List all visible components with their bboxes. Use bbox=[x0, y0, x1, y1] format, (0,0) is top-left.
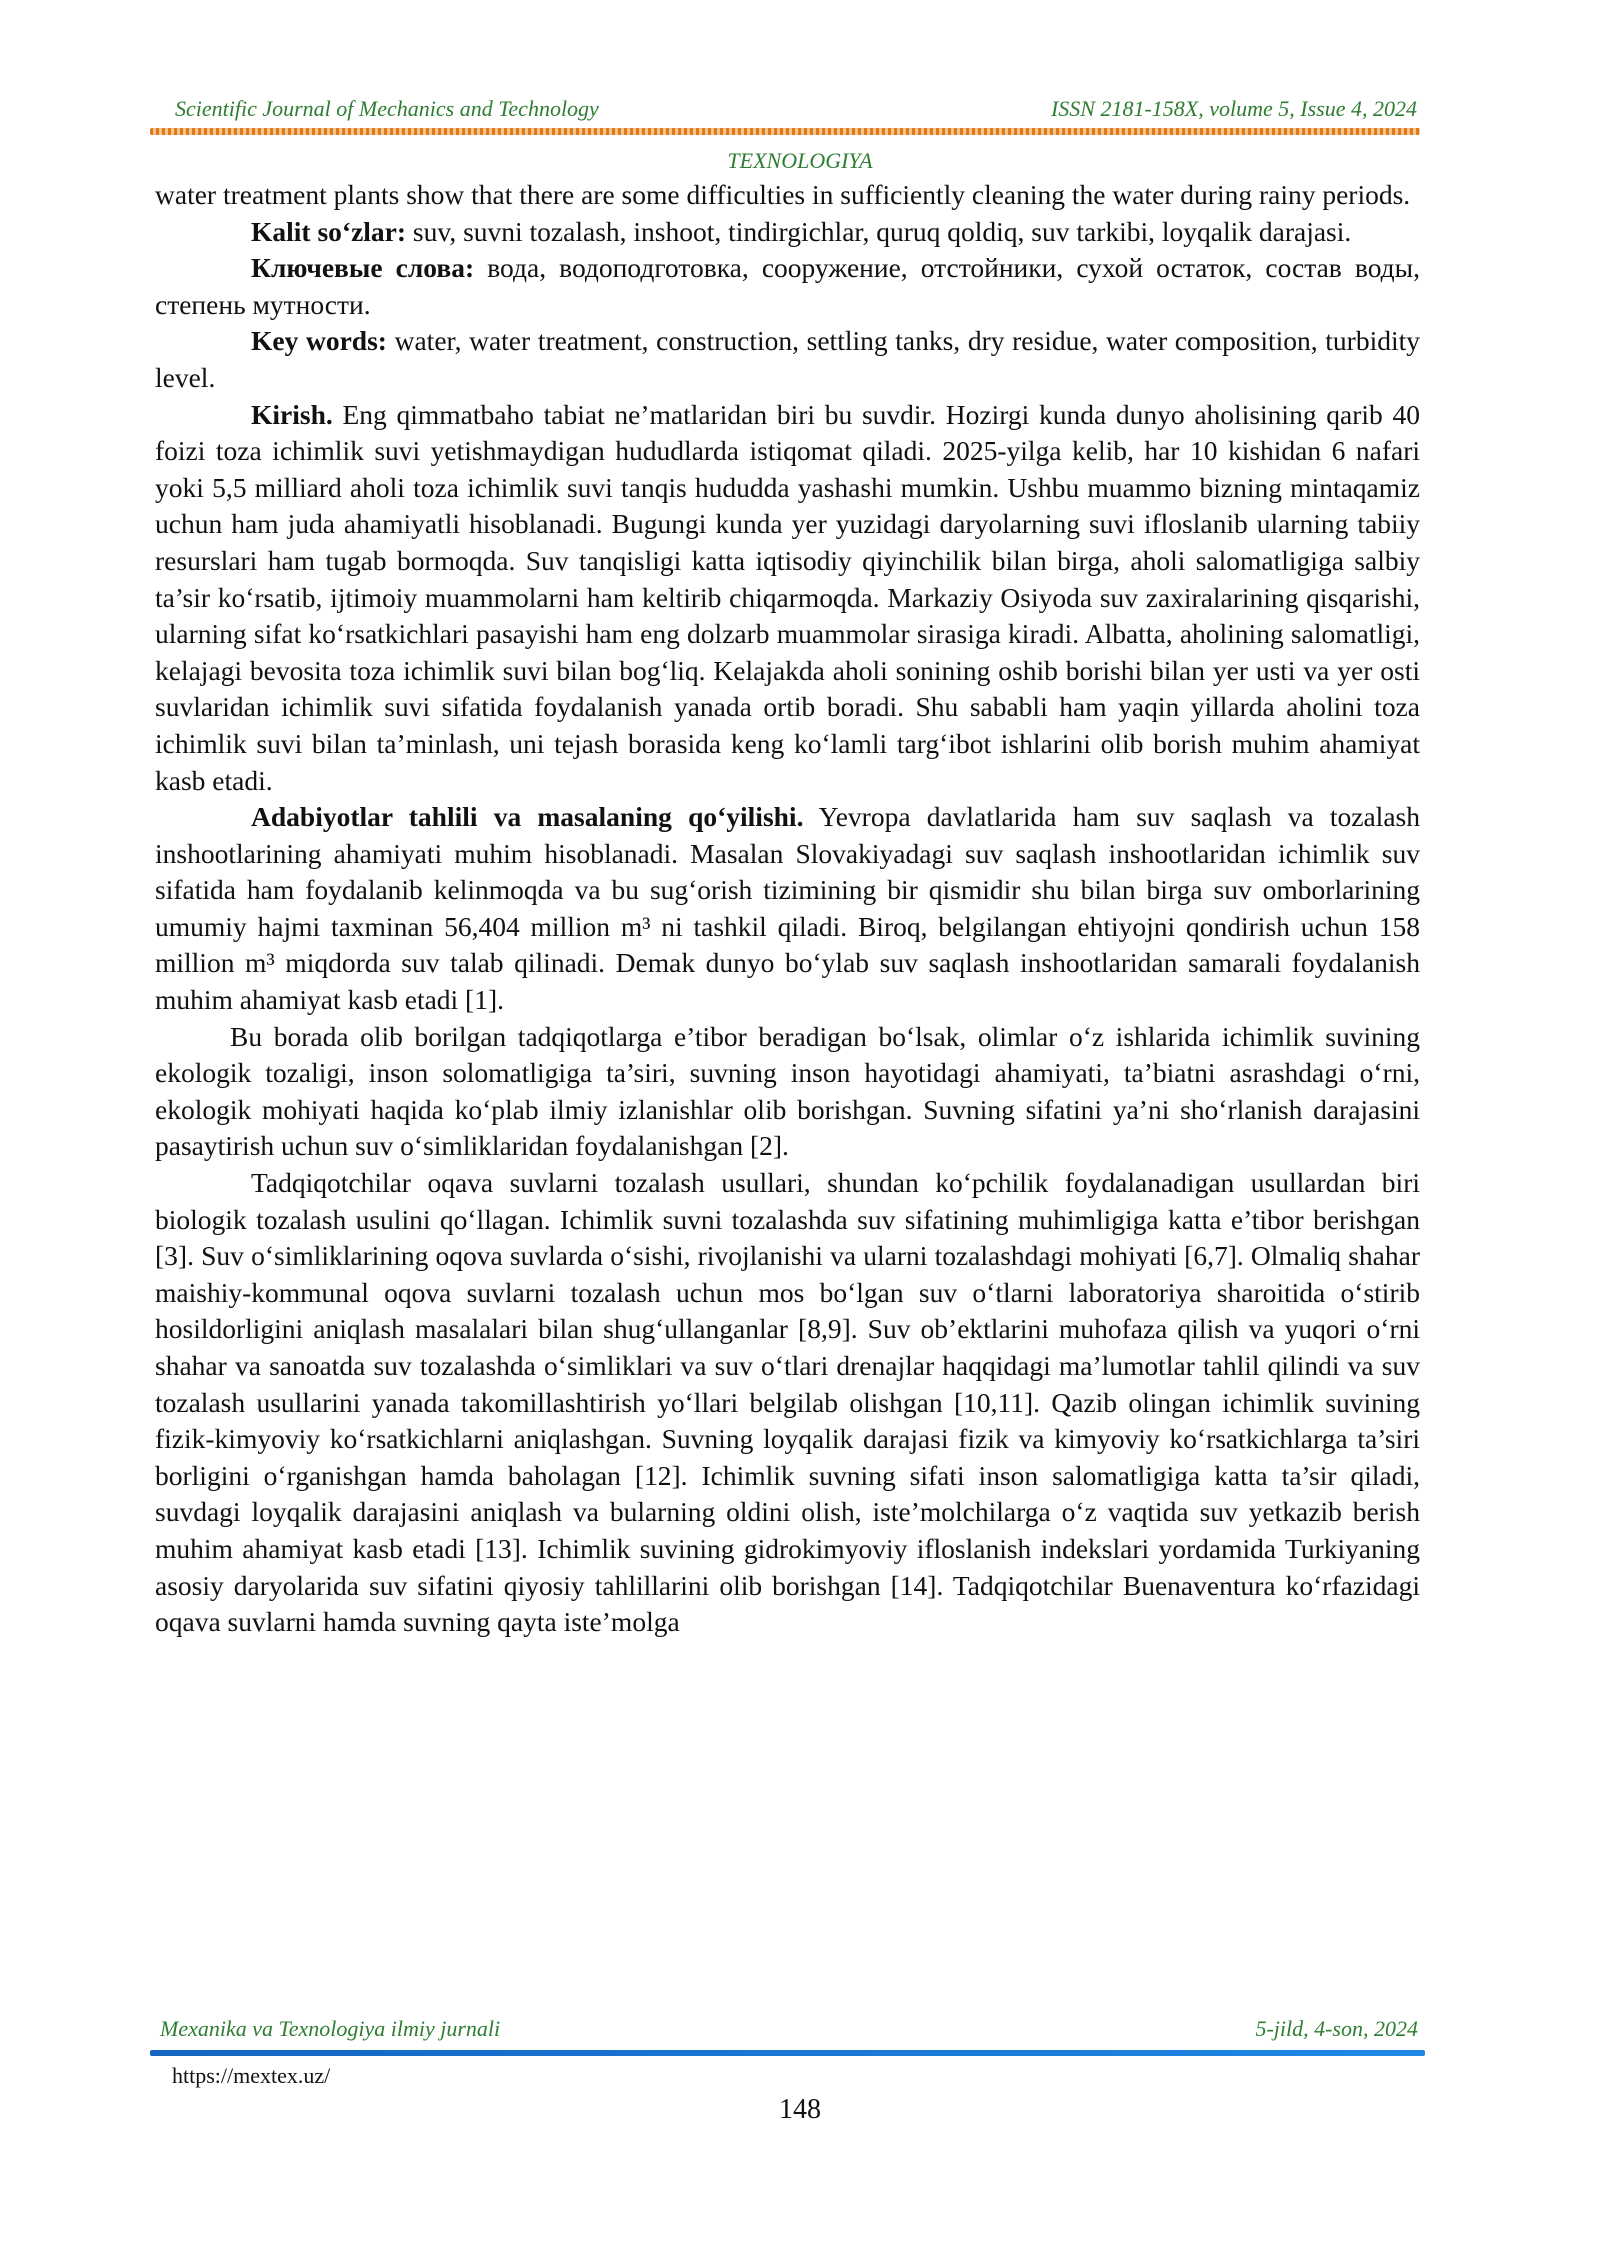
running-header bbox=[150, 94, 1420, 124]
keywords-en-text: water, water treatment, construction, settling tanks, dry residue, water composition, turbidity level. bbox=[155, 325, 1420, 393]
keywords-uz-text: suv, suvni tozalash, inshoot, tindirgichlar, quruq qoldiq, suv tarkibi, loyqalik darajasi. bbox=[406, 215, 1352, 247]
literature-text: Yevropa davlatlarida ham suv saqlash va tozalash inshootlarining ahamiyati muhim hisoblanadi. Masalan Slovakiyadagi suv saqlash inshootlaridan ichimlik suv sifatida ham foydalanib kelinmoqda va bu sug‘orish tizimining bir qismidir shu bilan birga suv omborlarining umumiy hajmi taxminan 56,404 million m³ ni tashkil qiladi. Biroq, belgilangan ehtiyojni qondirish uchun 158 million m³ miqdorda suv talab qilinadi. Demak dunyo bo‘ylab suv saqlash inshootlaridan samarali foydalanish muhim ahamiyat kasb etadi [1]. bbox=[155, 801, 1420, 1016]
keywords-en bbox=[155, 323, 1420, 396]
website-link[interactable]: https://mextex.uz/ bbox=[172, 2063, 331, 2088]
literature-heading: Adabiyotlar tahlili va masalaning qo‘yilishi. bbox=[251, 801, 804, 833]
header-divider bbox=[150, 128, 1420, 135]
keywords-en-label: Key words: bbox=[251, 325, 387, 357]
keywords-uz bbox=[155, 214, 1420, 251]
footer-issue: 5-jild, 4-son, 2024 bbox=[1255, 2016, 1418, 2041]
footer-divider bbox=[150, 2050, 1425, 2056]
paragraph-introduction bbox=[155, 397, 1420, 800]
paragraph-researchers: Tadqiqotchilar oqava suvlarni tozalash usullari, shundan ko‘pchilik foydalanadigan usullardan biri biologik tozalash usulini qo‘llagan. Ichimlik suvni tozalashda suv sifatining muhimligiga katta e’tibor berishgan [3]. Suv o‘simliklarining oqova suvlarda o‘sishi, rivojlanishi va ularni tozalashdagi mohiyati [6,7]. Olmaliq shahar maishiy-kommunal oqova suvlarni tozalash uchun mos bo‘lgan suv o‘tlarni laboratoriya sharoitida o‘stirib hosildorligini aniqlash masalalari bilan shug‘ullanganlar [8,9]. Suv ob’ektlarini muhofaza qilish va yuqori o‘rni shahar va sanoatda suv tozalashda o‘simliklari va suv o‘tlari drenajlar haqqidagi ma’lumotlar tahlil qilindi va suv tozalash usullarini yanada takomillashtirish yo‘llari belgilab olishgan [10,11]. Qazib olingan ichimlik suvining fizik-kimyoviy ko‘rsatkichlarni aniqlashgan. Suvning loyqalik darajasi fizik va kimyoviy ko‘rsatkichlarga ta’siri borligini o‘rganishgan hamda baholagan [12]. Ichimlik suvning sifati inson salomatligiga katta ta’sir qiladi, suvdagi loyqalik darajasini aniqlash va bularning oldini olish, iste’molchilarga o‘z vaqtida suv yetkazib berish muhim ahamiyat kasb etadi [13]. Ichimlik suvining gidrokimyoviy ifloslanish indekslari yordamida Turkiyaning asosiy daryolarida suv sifatini qiyosiy tahlillarini olib borishgan [14]. Tadqiqotchilar Buenaventura ko‘rfazidagi oqava suvlarni hamda suvning qayta iste’molga bbox=[155, 1167, 1420, 1638]
page-number: 148 bbox=[779, 2094, 821, 2125]
section-label: TEXNOLOGIYA bbox=[727, 148, 873, 173]
keywords-ru-label: Ключевые слова: bbox=[251, 252, 475, 284]
keywords-uz-label: Kalit so‘zlar: bbox=[251, 215, 407, 247]
journal-title: Scientific Journal of Mechanics and Technology bbox=[175, 96, 599, 121]
paragraph-literature bbox=[155, 799, 1420, 1019]
keywords-ru bbox=[155, 250, 1420, 323]
introduction-text: Eng qimmatbaho tabiat ne’matlaridan biri bu suvdir. Hozirgi kunda dunyo aholisining qarib 40 foizi toza ichimlik suvi yetishmaydigan hududlarda istiqomat qiladi. 2025-yilga kelib, har 10 kishidan 6 nafari yoki 5,5 milliard aholi toza ichimlik suvi tanqis hududda yashashi mumkin. Ushbu muammo bizning mintaqamiz uchun ham juda ahamiyatli hisoblanadi. Bugungi kunda yer yuzidagi daryolarning suvi ifloslanib ularning tabiiy resurslari ham tugab bormoqda. Suv tanqisligi katta iqtisodiy qiyinchilik bilan birga, aholi salomatligiga salbiy ta’sir ko‘rsatib, ijtimoiy muammolarni ham keltirib chiqarmoqda. Markaziy Osiyoda suv zaxiralarining qisqarishi, ularning sifat ko‘rsatkichlari pasayishi ham eng dolzarb muammolar sirasiga kiradi. Albatta, aholining salomatligi, kelajagi bevosita toza ichimlik suvi bilan bog‘liq. Kelajakda aholi sonining oshib borishi bilan yer usti va yer osti suvlaridan ichimlik suvi sifatida foydalanish yanada ortib boradi. Shu sababli ham yaqin yillarda aholini toza ichimlik suvi bilan ta’minlash, uni tejash borasida keng ko‘lamli targ‘ibot ishlarini olib borish muhim ahamiyat kasb etadi. bbox=[155, 398, 1420, 796]
article-body bbox=[155, 177, 1420, 1641]
issn-volume: ISSN 2181-158X, volume 5, Issue 4, 2024 bbox=[1050, 96, 1417, 121]
paragraph-abstract-end: water treatment plants show that there are some difficulties in sufficiently cleaning the water during rainy periods. bbox=[155, 179, 1411, 210]
keywords-ru-text: вода, водоподготовка, сооружение, отстойники, сухой остаток, состав воды, степень мутности. bbox=[155, 252, 1420, 320]
footer-journal-title: Mexanika va Texnologiya ilmiy jurnali bbox=[160, 2016, 501, 2041]
introduction-heading: Kirish. bbox=[251, 398, 333, 430]
running-footer bbox=[150, 2012, 1420, 2046]
paragraph-research: Bu borada olib borilgan tadqiqotlarga e’tibor beradigan bo‘lsak, olimlar o‘z ishlarida ichimlik suvining ekologik tozaligi, inson solomatligiga ta’siri, suvning inson hayotidagi ahamiyati, ta’biatni asrashdagi o‘rni, ekologik mohiyati haqida ko‘plab ilmiy izlanishlar olib borishgan. Suvning sifatini ya’ni sho‘rlanish darajasini pasaytirish uchun suv o‘simliklaridan foydalanishgan [2]. bbox=[155, 1020, 1420, 1162]
